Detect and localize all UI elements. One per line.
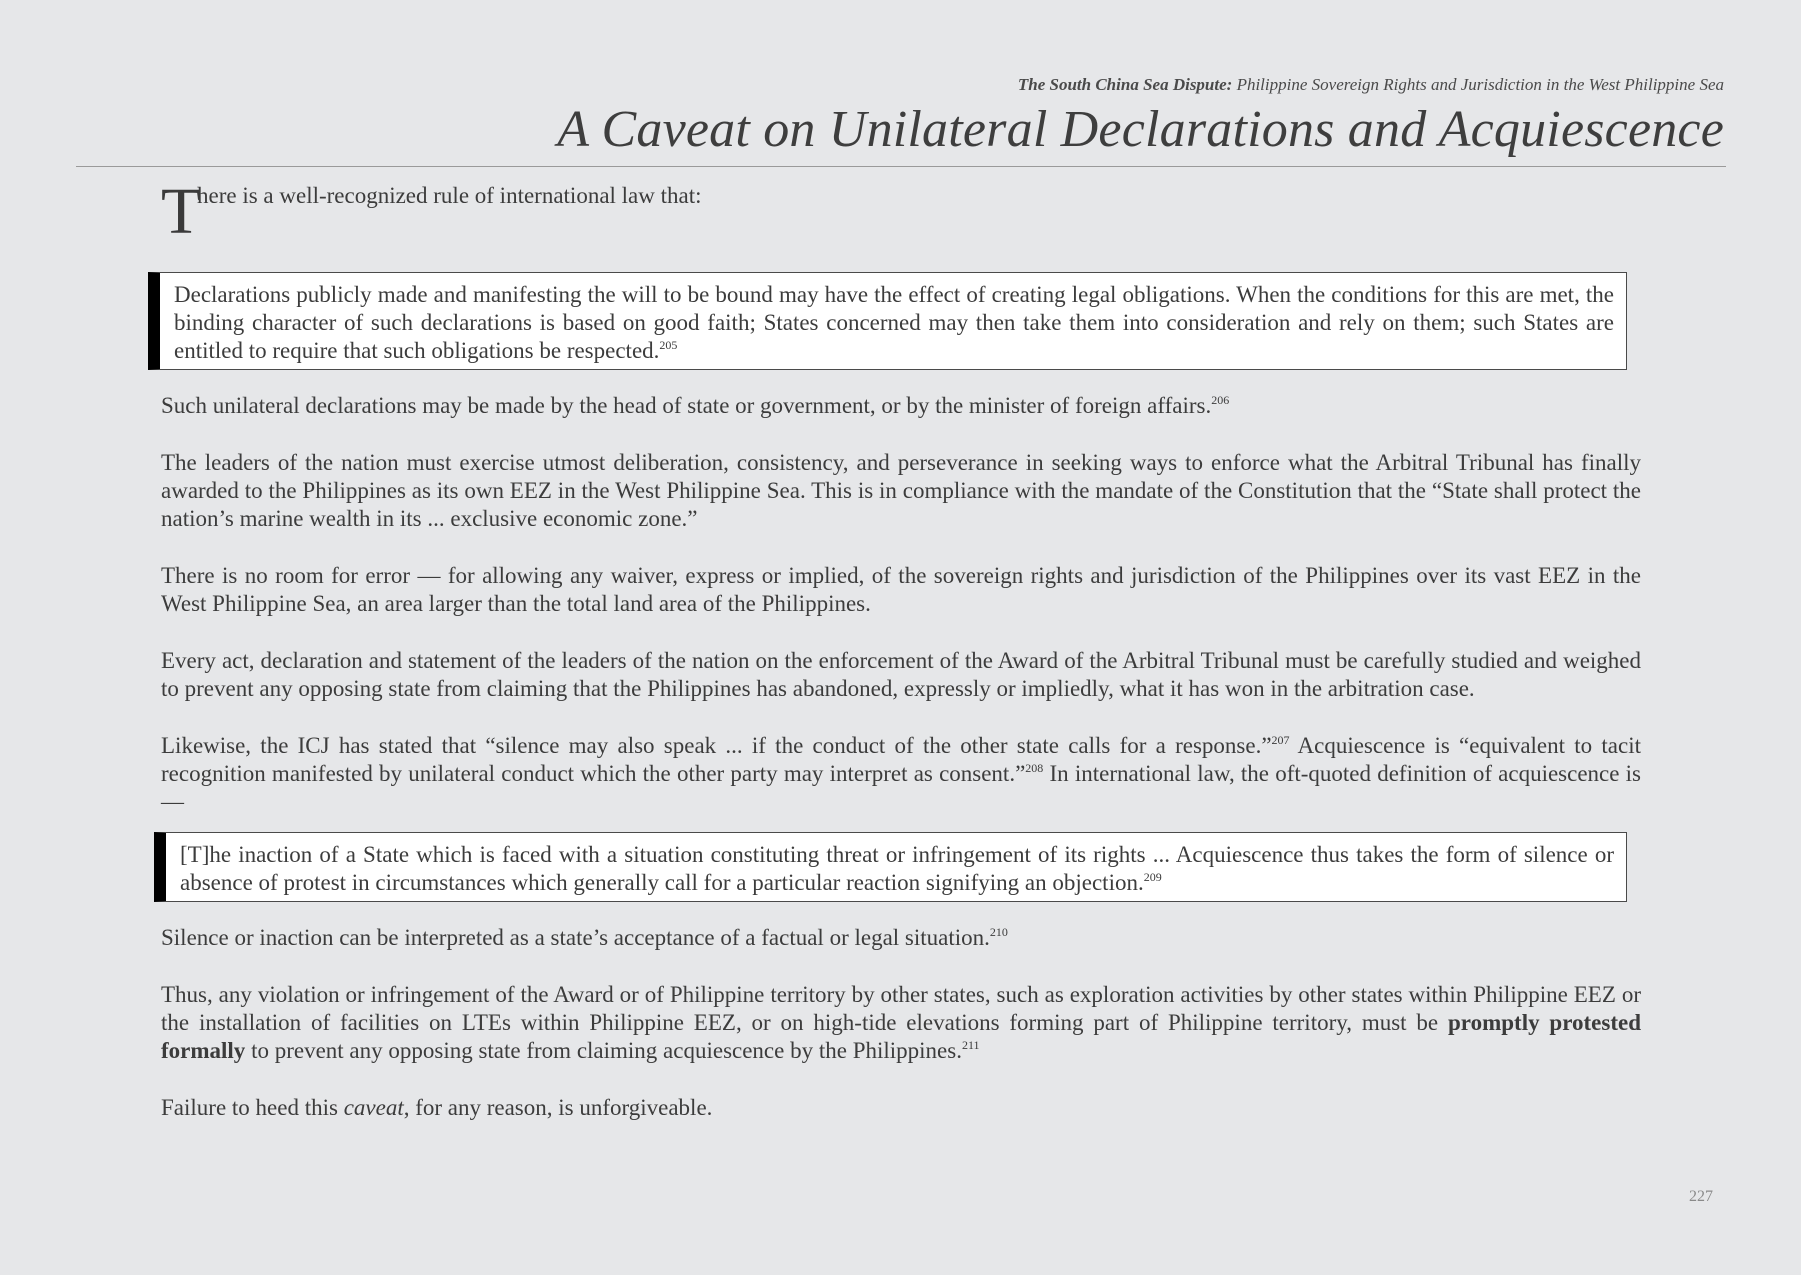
emphasis-italic: caveat xyxy=(343,1095,404,1120)
intro-paragraph xyxy=(161,175,1641,248)
footnote-ref[interactable]: 207 xyxy=(1271,733,1290,747)
footnote-ref[interactable]: 206 xyxy=(1211,393,1230,407)
intro-text: here is a well-recognized rule of international law that: xyxy=(197,183,702,208)
footnote-ref[interactable]: 210 xyxy=(989,925,1008,939)
paragraph-caveat xyxy=(161,1094,1641,1122)
paragraph-text: Such unilateral declarations may be made by the head of state or government, or by the minister of foreign affairs. xyxy=(161,393,1212,418)
paragraph-leaders: The leaders of the nation must exercise utmost deliberation, consistency, and perseverance in seeking ways to enforce what the Arbitral Tribunal has finally awarded to the Philippines as its own EEZ in the West Philippine Sea. This is in compliance with the mandate of the Constitution that the “State shall protect the nation’s marine wealth in its ... exclusive economic zone.” xyxy=(161,450,1641,531)
paragraph-text: , for any reason, is unforgiveable. xyxy=(403,1095,713,1120)
quote-text: [T]he inaction of a State which is faced with a situation constituting threat or infringement of its rights ... Acquiescence thus takes the form of silence or absence of protest in circumstances which generally call for a particular reaction signifying an objection. xyxy=(180,842,1614,895)
paragraph-unilateral xyxy=(161,392,1641,420)
footnote-ref[interactable]: 211 xyxy=(961,1038,980,1052)
paragraph-text: In international law, the oft-quoted definition of acquiescence is — xyxy=(161,761,1641,814)
block-quote-declarations xyxy=(148,272,1627,370)
footnote-ref[interactable]: 208 xyxy=(1025,761,1044,775)
block-quote-acquiescence xyxy=(154,832,1627,902)
paragraph-text: Acquiescence is “equivalent to tacit recognition manifested by unilateral conduct which the other party may interpret as consent.” xyxy=(161,733,1641,786)
paragraph-text: to prevent any opposing state from claiming acquiescence by the Philippines. xyxy=(245,1038,962,1063)
running-title-book: The South China Sea Dispute: xyxy=(1017,75,1233,94)
paragraph-text: Failure to heed this xyxy=(161,1095,344,1120)
paragraph-no-room-for-error: There is no room for error — for allowing any waiver, express or implied, of the sovereign rights and jurisdiction of the Philippines over its vast EEZ in the West Philippine Sea, an area larger than the total land area of the Philippines. xyxy=(161,563,1641,616)
drop-cap: T xyxy=(161,175,202,248)
running-title-subtitle: Philippine Sovereign Rights and Jurisdiction in the West Philippine Sea xyxy=(1232,75,1724,94)
chapter-title: A Caveat on Unilateral Declarations and Acquiescence xyxy=(557,101,1724,158)
paragraph-silence xyxy=(161,924,1641,952)
paragraph-every-act: Every act, declaration and statement of the leaders of the nation on the enforcement of the Award of the Arbitral Tribunal must be carefully studied and weighed to prevent any opposing state from claiming that the Philippines has abandoned, expressly or impliedly, what it has won in the arbitration case. xyxy=(161,648,1641,701)
header-divider xyxy=(76,166,1726,167)
page-header xyxy=(76,76,1724,158)
emphasis-bold: promptly protested formally xyxy=(161,1010,1641,1063)
body-text xyxy=(161,175,1641,1151)
footnote-ref[interactable]: 205 xyxy=(659,338,678,352)
footnote-ref[interactable]: 209 xyxy=(1143,870,1162,884)
paragraph-text: Likewise, the ICJ has stated that “silence may also speak ... if the conduct of the other state calls for a response.” xyxy=(161,733,1272,758)
quote-text: Declarations publicly made and manifesting the will to be bound may have the effect of creating legal obligations. When the conditions for this are met, the binding character of such declarations is based on good faith; States concerned may then take them into consideration and rely on them; such States are entitled to require that such obligations be respected. xyxy=(174,282,1614,363)
paragraph-text: Silence or inaction can be interpreted as a state’s acceptance of a factual or legal situation. xyxy=(161,925,990,950)
paragraph-text: Thus, any violation or infringement of the Award or of Philippine territory by other states, such as exploration activities by other states within Philippine EEZ or the installation of facilities on LTEs within Philippine EEZ, or on high-tide elevations forming part of Philippine territory, must be xyxy=(161,982,1641,1035)
page-number: 227 xyxy=(1689,1188,1713,1205)
paragraph-protest xyxy=(161,981,1641,1065)
running-title xyxy=(76,76,1724,93)
paragraph-icj xyxy=(161,732,1641,816)
